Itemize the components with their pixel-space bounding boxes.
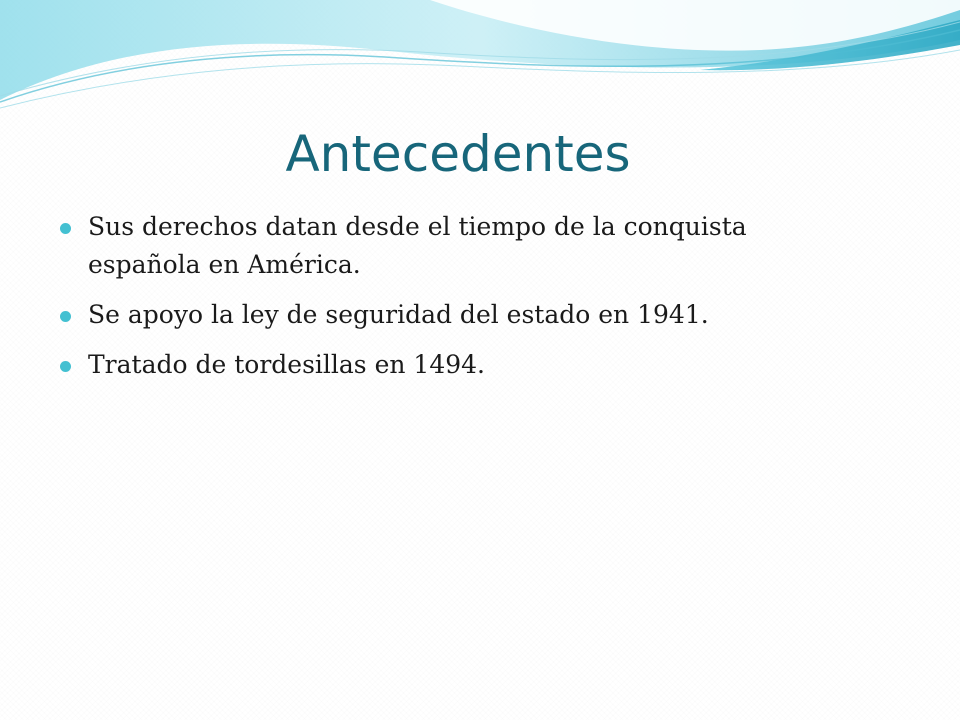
bullet-dot-icon: [60, 361, 71, 372]
bullet-list: [60, 208, 860, 396]
bullet-item: [60, 208, 860, 284]
slide-title: Antecedentes: [285, 125, 631, 183]
bullet-text: Sus derechos datan desde el tiempo de la conquista española en América.: [88, 212, 747, 279]
bullet-text: Tratado de tordesillas en 1494.: [88, 350, 485, 379]
bullet-dot-icon: [60, 311, 71, 322]
decorative-wave-header: [0, 0, 960, 120]
bullet-item: [60, 346, 860, 384]
bullet-item: [60, 296, 860, 334]
bullet-dot-icon: [60, 223, 71, 234]
bullet-text: Se apoyo la ley de seguridad del estado en 1941.: [88, 300, 709, 329]
